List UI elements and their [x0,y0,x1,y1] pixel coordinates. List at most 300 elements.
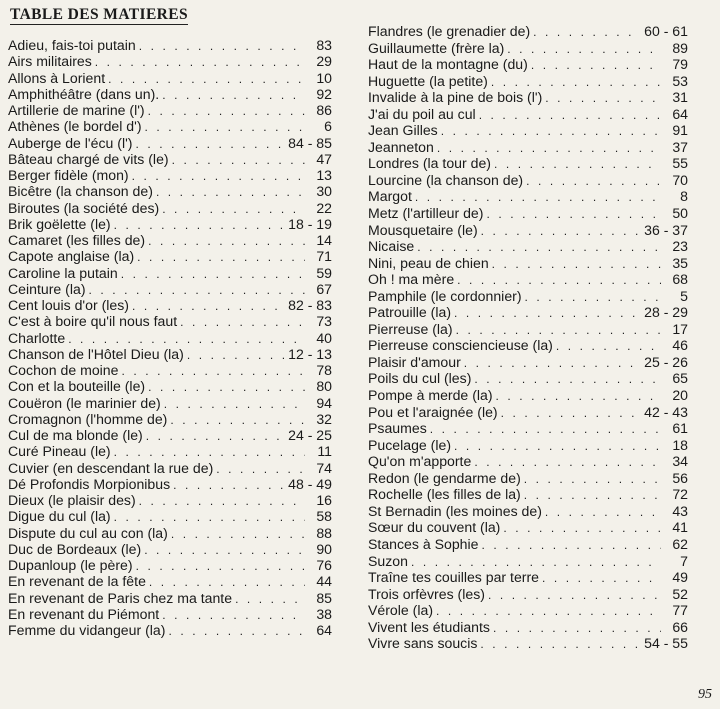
toc-entry-title: St Bernadin (les moines de) [368,502,542,519]
toc-entry [368,271,688,288]
dot-leader [136,558,305,574]
dot-leader [135,136,285,152]
toc-entry-title: Dieux (le plaisir des) [8,492,136,508]
toc-entry [8,200,332,216]
dot-leader [187,347,285,363]
toc-entry-page: 66 [672,618,688,635]
toc-entry [8,492,332,508]
page-title: TABLE DES MATIERES [10,6,189,23]
dot-leader [491,74,661,91]
toc-entry-page: 67 [316,280,332,297]
toc-entry-page: 89 [672,39,688,56]
toc-entry [368,205,688,222]
toc-entry-page: 46 [672,337,688,354]
toc-entry-title: Pierreuse consciencieuse (la) [368,337,553,354]
toc-entry-page: 88 [316,524,332,541]
toc-entry-title: Pamphile (le cordonnier) [368,287,522,304]
toc-entry-page: 83 [316,37,332,53]
dot-leader [139,493,305,509]
toc-entry-page: 6 [324,118,332,135]
toc-entry [368,354,688,371]
toc-entry-title: Amphithéâtre (dans un). [8,85,160,102]
dot-leader [474,454,661,471]
toc-column-right [368,23,688,652]
toc-entry [368,222,688,239]
toc-entry-page: 41 [672,519,688,536]
toc-entry-page: 73 [316,313,332,330]
toc-entry [8,86,332,102]
toc-entry-title: Vivre sans soucis [368,635,478,652]
toc-entry [8,508,332,524]
toc-entry-page: 7 [680,552,688,569]
page-number: 95 [698,687,712,702]
dot-leader [172,152,305,168]
toc-entry [368,188,688,205]
toc-entry-title: Stances à Sophie [368,535,479,552]
toc-entry-title: Plaisir d'amour [368,353,461,370]
toc-entry [368,586,688,603]
toc-entry-title: Digue du cul (la) [8,508,111,525]
toc-entry-title: Flandres (le grenadier de) [368,23,531,39]
toc-entry-title: Pucelage (le) [368,436,452,453]
dot-leader [464,355,641,372]
dot-leader [68,331,305,347]
toc-entry [8,525,332,541]
toc-entry-title: C'est à boire qu'il nous faut [8,313,178,330]
toc-entry [368,155,688,172]
dot-leader [114,509,305,525]
toc-entry-page: 72 [672,486,688,503]
dot-leader [507,41,661,58]
toc-entry-title: Oh ! ma mère [368,271,455,288]
toc-entry-page: 44 [316,573,332,590]
toc-entry-title: Sœur du couvent (la) [368,519,501,536]
dot-leader [132,168,305,184]
dot-leader [173,477,285,493]
toc-entry-page: 52 [672,585,688,602]
toc-entry-title: Huguette (la petite) [368,72,488,89]
toc-entry-title: Con et la bouteille (le) [8,378,146,395]
toc-entry-page: 16 [316,492,332,508]
toc-entry-page: 80 [316,378,332,395]
dot-leader [545,90,661,107]
dot-leader [114,444,305,460]
toc-entry-title: Traîne tes couilles par terre [368,569,540,586]
toc-entry [8,346,332,362]
dot-leader [89,282,305,298]
toc-entry-page: 25 - 26 [644,353,688,370]
dot-leader [144,542,305,558]
toc-entry-page: 70 [672,171,688,188]
toc-entry-title: Haut de la montagne (du) [368,56,528,73]
toc-entry-page: 92 [316,85,332,102]
dot-leader [162,87,305,103]
toc-entry [8,53,332,69]
toc-entry-page: 28 - 29 [644,304,688,321]
dot-leader [146,428,285,444]
dot-leader [474,371,661,388]
toc-entry-title: Pou et l'araignée (le) [368,403,498,420]
toc-entry-page: 12 - 13 [288,345,332,362]
toc-entry-title: Berger fidèle (mon) [8,167,129,183]
dot-leader [108,71,305,87]
toc-entry [368,172,688,189]
toc-entry [8,297,332,313]
toc-entry-title: Poils du cul (les) [368,370,472,387]
dot-leader [503,520,661,537]
toc-entry-page: 94 [316,394,332,411]
toc-entry-page: 37 [672,138,688,155]
toc-entry-page: 65 [672,370,688,387]
toc-entry [8,427,332,443]
dot-leader [145,119,305,135]
toc-entry-page: 78 [316,362,332,378]
dot-leader [180,314,305,330]
dot-leader [480,636,641,653]
toc-entry-page: 49 [672,569,688,586]
dot-leader [164,396,305,412]
toc-entry [368,40,688,57]
toc-entry-page: 23 [672,238,688,255]
toc-entry [8,362,332,378]
toc-entry-title: En revenant du Piémont [8,605,160,622]
toc-entry-page: 56 [672,469,688,486]
toc-entry-title: Trois orfèvres (les) [368,585,485,602]
toc-entry-title: Athènes (le bordel d') [8,118,142,135]
toc-entry [368,553,688,570]
toc-entry-title: Auberge de l'écu (l') [8,134,133,151]
toc-entry-page: 30 [316,183,332,200]
toc-entry [368,106,688,123]
toc-entry-page: 38 [316,605,332,622]
toc-entry-page: 60 - 61 [644,23,688,39]
toc-entry [368,569,688,586]
toc-entry-title: Cuvier (en descendant la rue de) [8,459,214,476]
toc-entry-page: 79 [672,56,688,73]
toc-entry-title: Capote anglaise (la) [8,248,135,265]
dot-leader [95,54,305,70]
toc-entry-page: 11 [317,443,332,460]
toc-entry [8,378,332,394]
toc-entry [8,248,332,264]
dot-leader [437,140,661,157]
dot-leader [162,201,305,217]
toc-entry-title: Psaumes [368,420,427,437]
toc-entry-title: Caroline la putain [8,264,118,281]
toc-entry-title: Bicêtre (la chanson de) [8,183,153,200]
toc-entry [8,167,332,183]
toc-entry-title: Rochelle (les filles de la) [368,486,521,503]
toc-entry-title: Cochon de moine [8,362,119,378]
toc-entry [8,443,332,459]
toc-entry-page: 5 [680,287,688,304]
toc-entry-title: Patrouille (la) [368,304,452,321]
toc-entry [368,255,688,272]
dot-leader [162,607,305,623]
toc-entry-page: 29 [316,53,332,70]
dot-leader [121,266,305,282]
dot-leader [481,223,641,240]
dot-leader [524,471,661,488]
toc-entry-page: 77 [672,602,688,619]
toc-entry-page: 24 - 25 [288,427,332,443]
toc-entry-title: Vérole (la) [368,602,434,619]
toc-entry [368,337,688,354]
toc-entry-page: 40 [316,329,332,346]
toc-entry-page: 42 - 43 [644,403,688,420]
toc-entry-page: 61 [672,420,688,437]
toc-entry-page: 68 [672,271,688,288]
toc-entry [368,420,688,437]
toc-entry [8,183,332,199]
toc-entry [368,73,688,90]
toc-entry-title: Suzon [368,552,408,569]
dot-leader [492,256,661,273]
toc-entry-title: Cromagnon (l'homme de) [8,410,168,427]
toc-entry-page: 47 [316,150,332,167]
toc-entry [368,536,688,553]
toc-entry [368,89,688,106]
toc-entry-title: Dé Profondis Morpionibus [8,475,171,492]
toc-entry-title: Vivent les étudiants [368,618,490,635]
dot-leader [148,103,305,119]
toc-entry-page: 32 [316,410,332,427]
toc-entry-page: 48 - 49 [288,475,332,492]
toc-entry [368,404,688,421]
toc-entry [368,139,688,156]
toc-entry [8,557,332,573]
toc-entry-title: Bâteau chargé de vits (le) [8,150,169,167]
toc-entry-title: Charlotte [8,329,66,346]
toc-entry-title: Camaret (les filles de) [8,232,146,248]
toc-entry-title: Curé Pineau (le) [8,443,111,460]
dot-leader [415,189,661,206]
toc-entry [8,216,332,232]
toc-entry-title: Londres (la tour de) [368,155,491,172]
toc-entry-page: 91 [672,122,688,139]
dot-leader [526,173,661,190]
toc-entry-title: Cul de ma blonde (le) [8,427,143,443]
toc-entry-page: 84 - 85 [288,134,332,151]
toc-entry [8,411,332,427]
toc-entry-title: Lourcine (la chanson de) [368,171,524,188]
toc-entry-title: Mousquetaire (le) [368,221,478,238]
toc-entry-title: Invalide à la pine de bois (l') [368,89,543,106]
toc-entry-title: Couëron (le marinier de) [8,394,161,411]
toc-entry-title: Dispute du cul au con (la) [8,524,168,541]
toc-entry-page: 18 [672,436,688,453]
toc-entry-page: 22 [316,199,332,216]
toc-entry-page: 20 [672,387,688,404]
dot-leader [139,38,305,54]
toc-entry [368,519,688,536]
dot-leader [496,388,661,405]
dot-leader [457,272,661,289]
toc-entry [8,476,332,492]
toc-entry-page: 55 [672,155,688,172]
toc-entry-title: Duc de Bordeaux (le) [8,540,142,557]
dot-leader [411,554,661,571]
toc-entry [368,238,688,255]
dot-leader [137,249,305,265]
toc-entry-page: 76 [316,557,332,573]
toc-entry [8,118,332,134]
toc-entry-page: 64 [316,622,332,638]
dot-leader [525,289,661,306]
dot-leader [486,206,661,223]
dot-leader [170,412,305,428]
toc-entry [8,265,332,281]
toc-entry-title: Allons à Lorient [8,69,106,86]
toc-entry [8,395,332,411]
dot-leader [501,405,641,422]
toc-entry-title: Airs militaires [8,53,92,70]
toc-entry [8,573,332,589]
toc-entry-page: 62 [672,535,688,552]
dot-leader [168,623,305,639]
toc-entry [8,151,332,167]
dot-leader [114,217,285,233]
toc-entry [368,470,688,487]
toc-entry-page: 8 [680,188,688,205]
dot-leader [216,461,305,477]
toc-entry-page: 13 [316,167,332,183]
toc-entry [368,321,688,338]
dot-leader [148,233,305,249]
toc-entry-page: 85 [316,589,332,606]
toc-entry [8,102,332,118]
toc-entry-page: 50 [672,205,688,222]
toc-entry-page: 90 [316,540,332,557]
dot-leader [430,421,661,438]
toc-entry [368,602,688,619]
toc-entry-page: 54 - 55 [644,635,688,652]
toc-entry-title: Femme du vidangeur (la) [8,622,166,638]
toc-entry-page: 82 - 83 [288,297,332,313]
toc-entry-title: En revenant de Paris chez ma tante [8,589,233,606]
toc-entry-title: Chanson de l'Hôtel Dieu (la) [8,345,184,362]
toc-entry-title: Dupanloup (le père) [8,557,133,573]
toc-entry-title: Nini, peau de chien [368,254,489,271]
dot-leader [456,322,661,339]
toc-entry-page: 71 [316,248,332,265]
toc-entry-title: Pompe à merde (la) [368,387,493,404]
toc-entry-page: 64 [672,105,688,122]
toc-entry [368,23,688,40]
toc-entry [368,619,688,636]
dot-leader [488,587,661,604]
toc-entry [8,606,332,622]
toc-entry [368,437,688,454]
dot-leader [132,298,285,314]
dot-leader [531,57,661,74]
toc-entry-title: Redon (le gendarme de) [368,469,521,486]
dot-leader [533,24,641,41]
toc-entry-page: 74 [316,459,332,476]
dot-leader [545,504,661,521]
toc-entry-title: Jean Gilles [368,122,438,139]
dot-leader [494,156,661,173]
toc-entry [8,460,332,476]
dot-leader [481,537,661,554]
toc-entry-title: Cent louis d'or (les) [8,297,129,313]
dot-leader [441,123,661,140]
dot-leader [417,239,661,256]
dot-leader [542,570,661,587]
toc-entry [8,313,332,329]
toc-entry [368,288,688,305]
toc-entry [8,135,332,151]
toc-entry-title: Metz (l'artilleur de) [368,205,484,222]
toc-entry [368,453,688,470]
dot-leader [556,338,661,355]
toc-entry-title: Ceinture (la) [8,280,86,297]
toc-entry-title: Nicaise [368,238,415,255]
toc-entry-page: 18 - 19 [288,215,332,232]
toc-entry-title: Brik goëlette (le) [8,215,111,232]
toc-entry [8,281,332,297]
dot-leader [235,591,305,607]
toc-entry-page: 53 [672,72,688,89]
dot-leader [121,363,305,379]
dot-leader [479,107,661,124]
toc-entry [8,541,332,557]
toc-entry-page: 43 [672,502,688,519]
toc-entry-page: 36 - 37 [644,221,688,238]
toc-entry [368,370,688,387]
toc-entry-page: 34 [672,453,688,470]
dot-leader [454,305,641,322]
dot-leader [148,379,305,395]
toc-entry-title: Biroutes (la société des) [8,199,160,216]
toc-entry-page: 31 [672,89,688,106]
toc-entry-title: Margot [368,188,412,205]
toc-entry [368,387,688,404]
toc-entry [8,330,332,346]
toc-entry-title: Jeanneton [368,138,434,155]
toc-entry [368,304,688,321]
toc-entry [368,503,688,520]
dot-leader [436,603,661,620]
dot-leader [149,574,305,590]
toc-entry-title: Adieu, fais-toi putain [8,37,136,53]
dot-leader [156,184,305,200]
toc-entry-title: En revenant de la fête [8,573,146,590]
toc-entry-title: J'ai du poil au cul [368,105,476,122]
toc-entry-page: 35 [672,254,688,271]
dot-leader [524,487,661,504]
toc-entry-page: 59 [316,264,332,281]
toc-entry [8,590,332,606]
toc-entry-title: Guillaumette (frère la) [368,39,505,56]
toc-column-left [8,37,332,638]
dot-leader [171,526,305,542]
toc-entry-page: 86 [316,102,332,118]
toc-entry-page: 10 [316,69,332,86]
toc-entry [368,122,688,139]
toc-entry [8,70,332,86]
toc-entry-page: 14 [316,232,332,248]
dot-leader [454,438,661,455]
toc-entry-page: 17 [672,320,688,337]
toc-entry [8,232,332,248]
toc-entry [368,486,688,503]
toc-entry [8,37,332,53]
toc-entry-title: Artillerie de marine (l') [8,102,145,118]
toc-entry [8,622,332,638]
toc-entry-title: Qu'on m'apporte [368,453,472,470]
toc-entry [368,56,688,73]
